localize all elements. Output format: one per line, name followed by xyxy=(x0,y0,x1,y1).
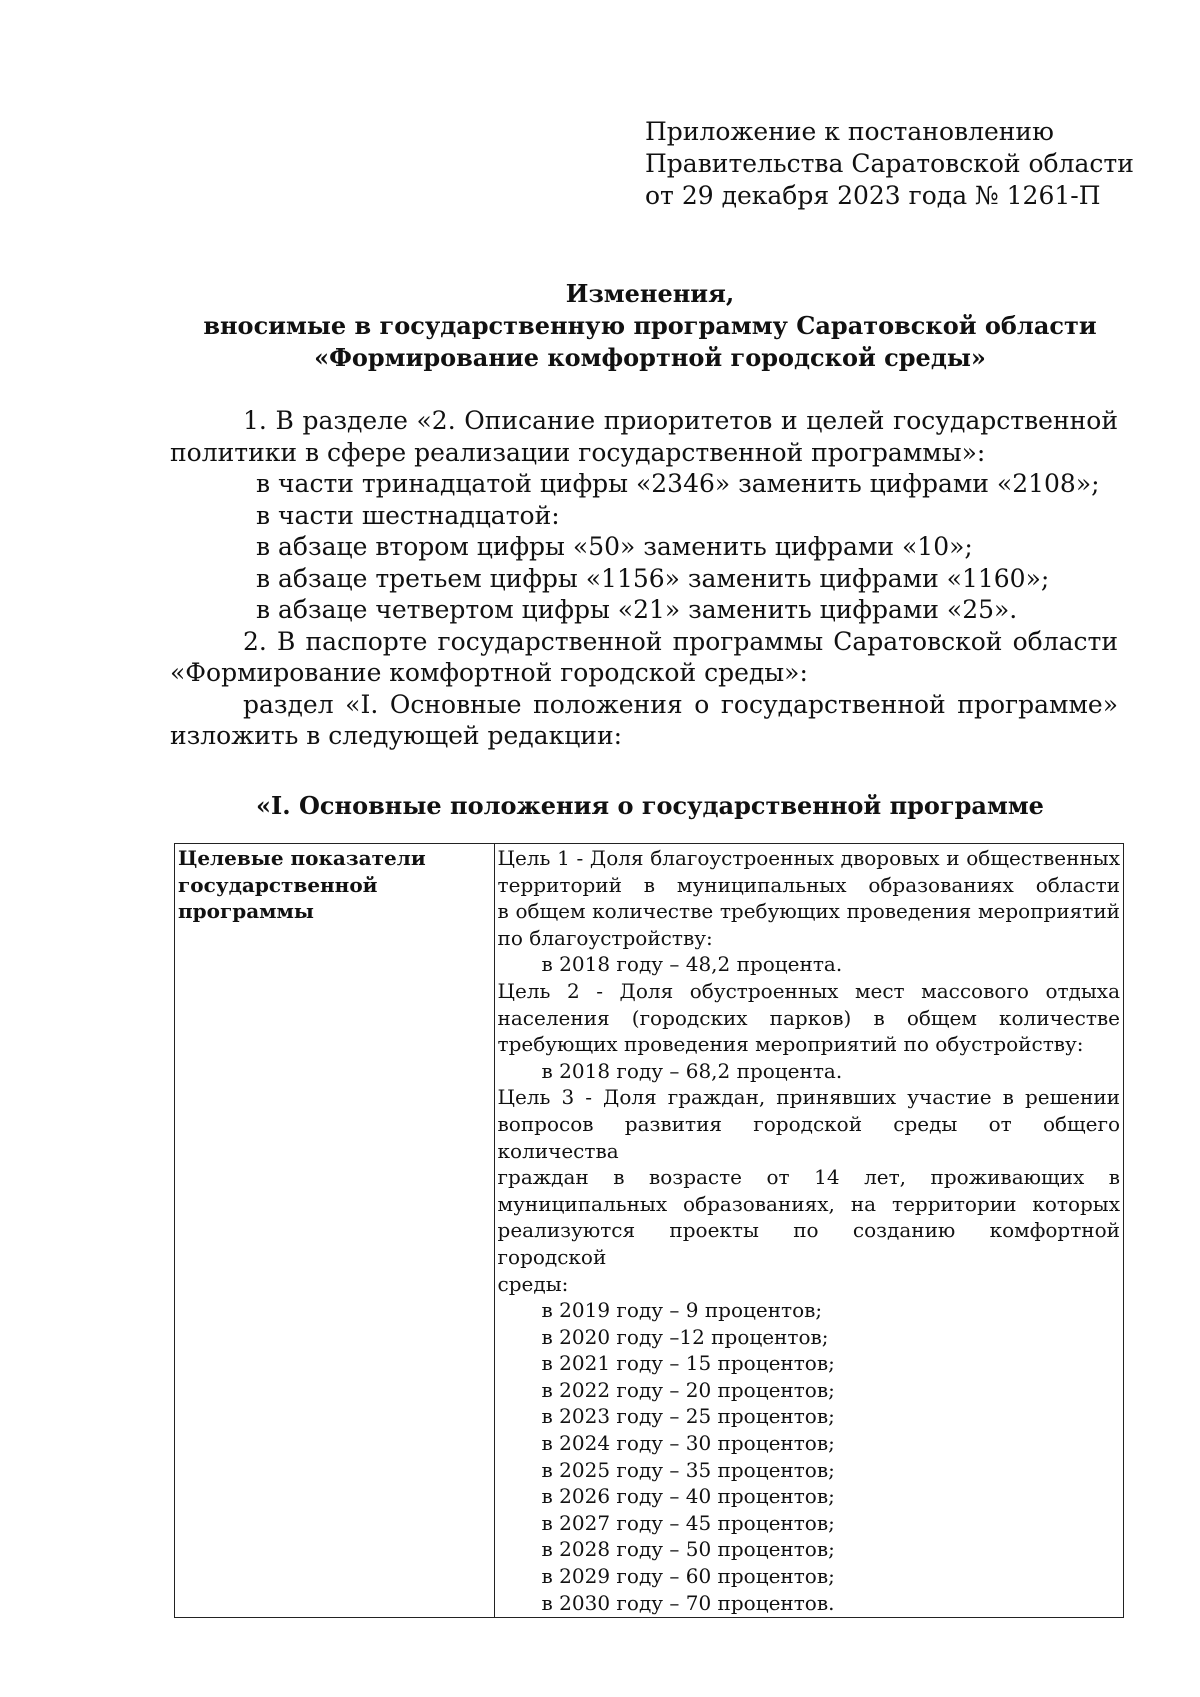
body-line: 1. В разделе «2. Описание приоритетов и целей государственной xyxy=(243,406,1118,435)
goal-line: Цель 2 - Доля обустроенных мест массового отдыха xyxy=(497,978,1120,1003)
goal-line: Цель 3 - Доля граждан, принявших участие в решении xyxy=(497,1085,1120,1110)
body-line: «Формирование комфортной городской среды»: xyxy=(170,658,808,687)
body-line: в абзаце третьем цифры «1156» заменить цифрами «1160»; xyxy=(256,563,1050,593)
goal-value: в 2020 году –12 процентов; xyxy=(541,1324,829,1349)
goal-line: вопросов развития городской среды от общего количества xyxy=(497,1111,1120,1163)
document-body xyxy=(170,405,1118,752)
goal-1 xyxy=(498,845,1120,978)
goal-line: территорий в муниципальных образованиях области xyxy=(497,872,1120,897)
indicator-label-cell xyxy=(175,844,495,1618)
goal-line: реализуются проекты по созданию комфортной городской xyxy=(497,1218,1120,1269)
goal-value: в 2021 году – 15 процентов; xyxy=(541,1351,835,1376)
goal-value: в 2018 году – 48,2 процента. xyxy=(541,952,843,977)
goal-line: муниципальных образованиях, на территории которых xyxy=(497,1191,1120,1216)
heading-line: «Формирование комфортной городской среды» xyxy=(314,343,986,372)
goal-line: населения (городских парков) в общем количестве xyxy=(497,1005,1120,1030)
goal-value: в 2026 году – 40 процентов; xyxy=(541,1484,835,1509)
goal-line: в общем количестве требующих проведения мероприятий xyxy=(497,899,1120,924)
goal-3 xyxy=(498,1084,1120,1616)
goal-value: в 2027 году – 45 процентов; xyxy=(541,1510,835,1535)
body-line: 2. В паспорте государственной программы Саратовской области xyxy=(243,626,1118,656)
document-heading xyxy=(170,278,1130,374)
body-line: в абзаце втором цифры «50» заменить цифрами «10»; xyxy=(256,532,973,561)
body-line: в части шестнадцатой: xyxy=(256,500,560,530)
body-line: в абзаце четвертом цифры «21» заменить цифрами «25». xyxy=(256,595,1018,624)
goal-value: в 2025 году – 35 процентов; xyxy=(541,1457,835,1482)
goal-value: в 2022 году – 20 процентов; xyxy=(541,1377,835,1402)
goal-value: в 2018 году – 68,2 процента. xyxy=(541,1058,843,1083)
section-title: «I. Основные положения о государственной программе xyxy=(256,791,1044,820)
body-line: в части тринадцатой цифры «2346» заменить цифрами «2108»; xyxy=(256,469,1100,498)
goal-line: Цель 1 - Доля благоустроенных дворовых и общественных xyxy=(497,846,1120,870)
label-line: Целевые показатели xyxy=(178,846,426,870)
label-line: государственной xyxy=(178,872,378,897)
goal-line: по благоустройству: xyxy=(497,925,713,950)
goal-line: среды: xyxy=(497,1271,569,1296)
goal-value: в 2030 году – 70 процентов. xyxy=(541,1590,835,1615)
goal-value: в 2023 году – 25 процентов; xyxy=(541,1404,835,1429)
goal-line: требующих проведения мероприятий по обустройству: xyxy=(497,1032,1084,1057)
appendix-line: от 29 декабря 2023 года № 1261-П xyxy=(645,181,1101,210)
label-line: программы xyxy=(178,899,314,924)
goal-2 xyxy=(498,978,1120,1084)
goal-value: в 2019 году – 9 процентов; xyxy=(541,1298,823,1323)
body-line: изложить в следующей редакции: xyxy=(170,721,623,750)
indicator-content-cell xyxy=(494,844,1123,1618)
goal-value: в 2029 году – 60 процентов; xyxy=(541,1564,835,1589)
appendix-line: Правительства Саратовской области xyxy=(645,149,1134,178)
body-line: политики в сфере реализации государственной программы»: xyxy=(170,437,986,467)
goal-value: в 2028 году – 50 процентов; xyxy=(541,1537,835,1562)
goal-line: граждан в возрасте от 14 лет, проживающих в xyxy=(497,1165,1120,1190)
heading-line: Изменения, xyxy=(565,279,735,308)
table-row xyxy=(175,844,1124,1618)
goal-value: в 2024 году – 30 процентов; xyxy=(541,1431,835,1456)
appendix-header xyxy=(645,116,1134,212)
body-line: раздел «I. Основные положения о государственной программе» xyxy=(243,689,1118,719)
program-passport-table xyxy=(174,843,1124,1618)
heading-line: вносимые в государственную программу Саратовской области xyxy=(203,311,1097,340)
appendix-line: Приложение к постановлению xyxy=(645,117,1054,146)
